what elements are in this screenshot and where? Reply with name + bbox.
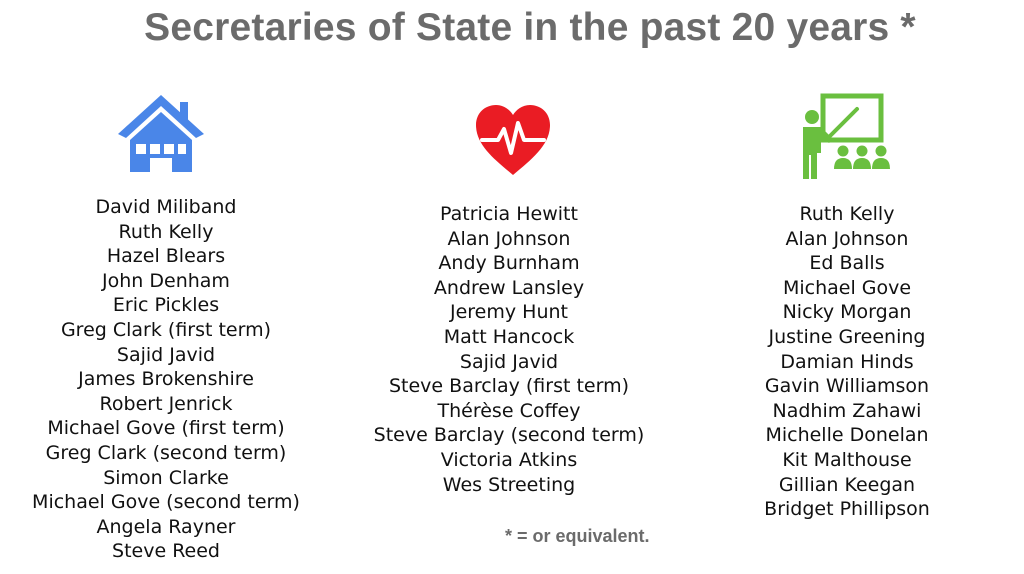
list-item: Michael Gove: [782, 276, 912, 299]
list-item: Eric Pickles: [112, 294, 220, 317]
list-item: Angela Rayner: [96, 515, 236, 538]
list-item: Greg Clark (first term): [60, 318, 272, 341]
list-item: Matt Hancock: [443, 325, 575, 348]
list-item: Michael Gove (first term): [47, 417, 285, 440]
list-item: Steve Reed: [112, 540, 220, 563]
list-item: Alan Johnson: [785, 227, 909, 250]
housing-secretaries-list: [10, 195, 322, 564]
list-item: John Denham: [102, 269, 230, 292]
list-item: Gillian Keegan: [778, 473, 916, 496]
list-item: Nicky Morgan: [782, 301, 912, 324]
list-item: Hazel Blears: [106, 245, 226, 268]
list-item: Sajid Javid: [459, 350, 559, 373]
list-item: Ed Balls: [809, 252, 885, 275]
list-item: Jeremy Hunt: [450, 301, 568, 324]
heartbeat-icon: [474, 103, 552, 177]
list-item: Steve Barclay (second term): [373, 424, 645, 447]
list-item: Michelle Donelan: [765, 424, 929, 447]
list-item: Justine Greening: [768, 325, 926, 348]
house-icon: [114, 92, 208, 172]
list-item: James Brokenshire: [78, 368, 254, 391]
footnote: * = or equivalent.: [505, 526, 650, 546]
list-item: Andy Burnham: [438, 252, 580, 275]
list-item: Victoria Atkins: [440, 448, 578, 471]
list-item: Patricia Hewitt: [440, 203, 578, 225]
list-item: Damian Hinds: [780, 350, 914, 373]
health-secretaries-list: [360, 202, 658, 497]
list-item: Greg Clark (second term): [45, 441, 287, 464]
list-item: Michael Gove (second term): [32, 491, 300, 514]
education-secretaries-list: [730, 202, 964, 522]
list-item: Sajid Javid: [116, 343, 216, 366]
list-item: Kit Malthouse: [782, 448, 912, 471]
list-item: Gavin Williamson: [764, 375, 930, 398]
list-item: Thérèse Coffey: [437, 399, 581, 422]
list-item: Andrew Lansley: [433, 276, 585, 299]
list-item: Steve Barclay (first term): [388, 375, 629, 398]
list-item: David Miliband: [95, 196, 237, 218]
teacher-icon: [799, 93, 895, 179]
list-item: Bridget Phillipson: [764, 498, 930, 521]
list-item: Ruth Kelly: [118, 220, 214, 243]
list-item: Wes Streeting: [442, 473, 576, 496]
list-item: Simon Clarke: [103, 466, 229, 489]
list-item: Ruth Kelly: [799, 203, 895, 225]
list-item: Robert Jenrick: [99, 392, 233, 415]
list-item: Nadhim Zahawi: [772, 399, 922, 422]
list-item: Alan Johnson: [447, 227, 571, 250]
page-title: Secretaries of State in the past 20 years *: [144, 6, 916, 49]
